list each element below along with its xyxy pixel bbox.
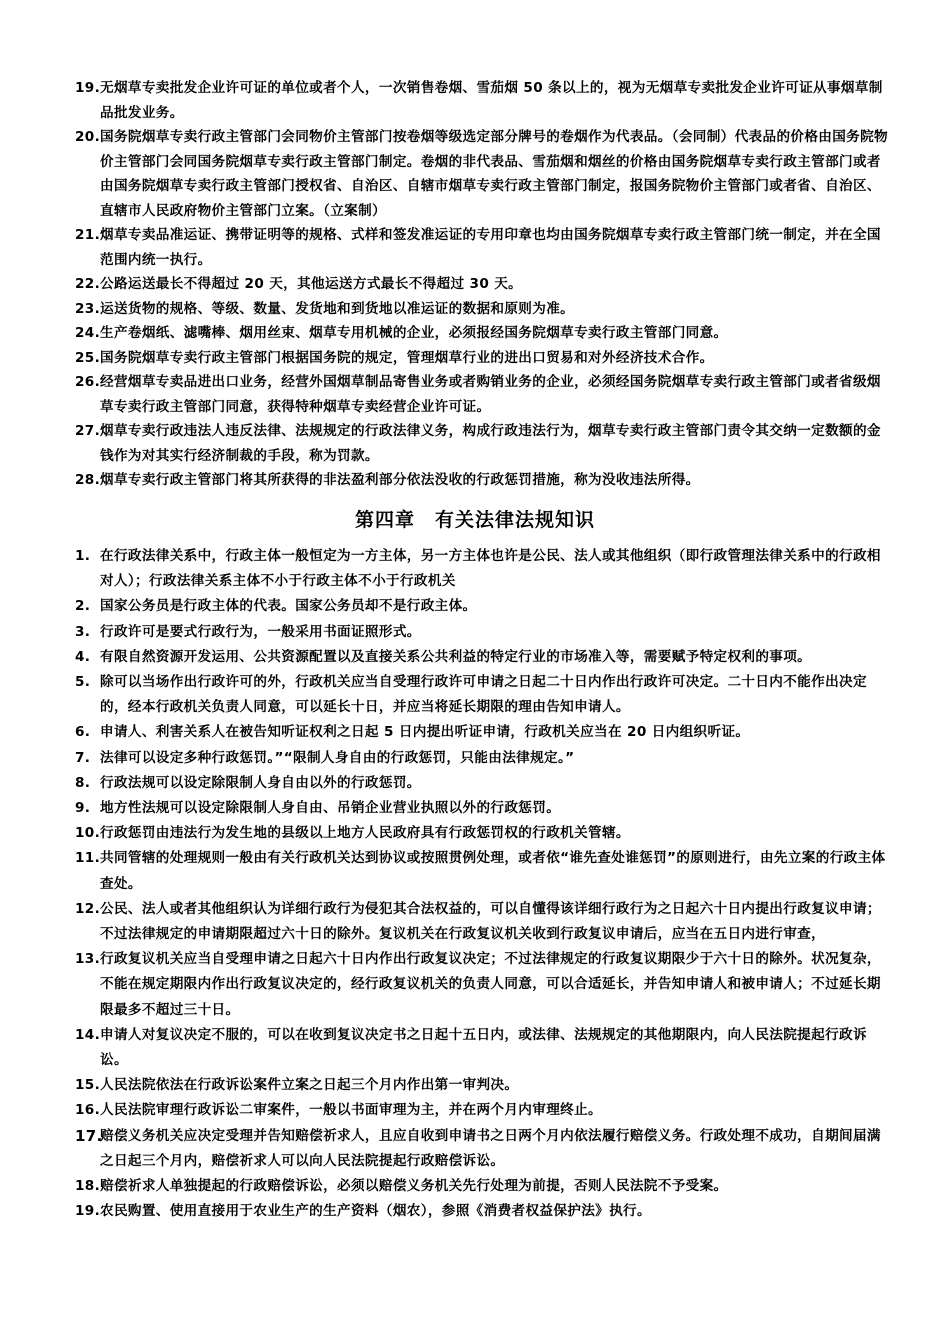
item-number: 24. [75,325,101,341]
item-list-chapter-four [0,544,950,1224]
list-item [0,670,950,720]
item-text: 国家公务员是行政主体的代表。国家公务员却不是行政主体。 [100,598,477,615]
item-text: 申请人、利害关系人在被告知听证权利之日起 5 日内提出听证申请，行政机关应当在 20 日内组织听证。 [100,724,750,741]
item-text: 共同管辖的处理规则一般由有关行政机关达到协议或按照贯例处理，或者依“谁先查处谁惩罚”的原则进行，由先立案的行政主体查处。 [100,850,886,892]
item-number: 7. [75,749,91,766]
list-item [0,370,950,419]
list-item [0,297,950,322]
item-list-part-one [0,76,950,493]
item-number: 19. [75,80,101,96]
item-number: 4. [75,648,91,665]
item-text: 地方性法规可以设定除限制人身自由、吊销企业营业执照以外的行政惩罚。 [100,800,561,817]
list-item [0,771,950,796]
item-text: 国务院烟草专卖行政主管部门根据国务院的规定，管理烟草行业的进出口贸易和对外经济技术合作。 [100,349,714,366]
item-text: 经营烟草专卖品进出口业务，经营外国烟草制品寄售业务或者购销业务的企业，必须经国务院烟草专卖行政主管部门或者省级烟草专卖行政主管部门同意，获得特种烟草专卖经营企业许可证。 [100,374,881,415]
item-number: 2. [75,598,91,615]
item-number: 11. [75,850,101,867]
item-text: 公民、法人或者其他组织认为详细行政行为侵犯其合法权益的，可以自懂得该详细行政行为之日起六十日内提出行政复议申请；不过法律规定的申请期限超过六十日的除外。复议机关在行政复议机关收到行政复议申请后，应当在五日内进行审查， [100,900,881,943]
list-item [0,76,950,125]
list-item [0,821,950,846]
list-item [0,1174,950,1199]
item-text: 申请人对复议决定不服的，可以在收到复议决定书之日起十五日内，或法律、法规规定的其他期限内，向人民法院提起行政诉讼。 [100,1026,867,1069]
item-number: 17. [75,1126,103,1145]
list-item [0,544,950,594]
item-text: 赔偿义务机关应决定受理并告知赔偿祈求人，且应自收到申请书之日两个月内依法履行赔偿义务。行政处理不成功，自期间届满之日起三个月内，赔偿祈求人可以向人民法院提起行政赔偿诉讼。 [100,1127,881,1169]
item-text: 除可以当场作出行政许可的外，行政机关应当自受理行政许可申请之日起二十日内作出行政许可决定。二十日内不能作出决定的，经本行政机关负责人同意，可以延长十日，并应当将延长期限的理由告知申请人。 [100,674,867,716]
item-number: 12. [75,900,101,917]
item-number: 1. [75,548,91,564]
list-item [0,846,950,896]
list-item [0,1023,950,1073]
list-item [0,645,950,670]
item-text: 赔偿祈求人单独提起的行政赔偿诉讼，必须以赔偿义务机关先行处理为前提，否则人民法院不予受案。 [100,1178,728,1195]
item-text: 烟草专卖行政违法人违反法律、法规规定的行政法律义务，构成行政违法行为，烟草专卖行政主管部门责令其交纳一定数额的金钱作为对其实行经济制裁的手段，称为罚款。 [100,423,881,464]
list-item [0,346,950,371]
list-item [0,272,950,297]
list-item [0,947,950,1023]
item-text: 运送货物的规格、等级、数量、发货地和到货地以准运证的数据和原则为准。 [100,300,575,317]
list-item [0,620,950,645]
item-number: 5. [75,674,91,691]
item-text: 在行政法律关系中，行政主体一般恒定为一方主体，另一方主体也许是公民、法人或其他组织（即行政管理法律关系中的行政相对人）；行政法律关系主体不小于行政主体不小于行政机关 [100,548,881,590]
item-text: 行政惩罚由违法行为发生地的县级以上地方人民政府具有行政惩罚权的行政机关管辖。 [100,825,630,842]
item-text: 人民法院审理行政诉讼二审案件，一般以书面审理为主，并在两个月内审理终止。 [100,1102,602,1119]
item-number: 23. [75,300,101,317]
item-number: 22. [75,276,101,292]
item-text: 无烟草专卖批发企业许可证的单位或者个人，一次销售卷烟、雪茄烟 50 条以上的，视为无烟草专卖批发企业许可证从事烟草制品批发业务。 [100,80,883,121]
list-item [0,1073,950,1098]
list-item [0,1124,950,1174]
list-item [0,223,950,272]
list-item [0,897,950,947]
item-number: 27. [75,423,101,439]
item-number: 13. [75,951,101,968]
item-number: 28. [75,472,101,488]
chapter-title: 第四章 有关法律法规知识 [354,509,595,531]
item-text: 生产卷烟纸、滤嘴棒、烟用丝束、烟草专用机械的企业，必须报经国务院烟草专卖行政主管部门同意。 [100,325,728,341]
item-number: 20. [75,129,101,145]
item-number: 18. [75,1178,101,1195]
item-text: 公路运送最长不得超过 20 天，其他运送方式最长不得超过 30 天。 [100,276,523,292]
list-item [0,321,950,346]
item-text: 农民购置、使用直接用于农业生产的生产资料（烟农），参照《消费者权益保护法》执行。 [100,1203,651,1220]
list-item [0,1098,950,1123]
list-item [0,125,950,223]
item-number: 9. [75,800,91,817]
list-item [0,594,950,619]
item-number: 3. [75,623,91,640]
item-text: 有限自然资源开发运用、公共资源配置以及直接关系公共利益的特定行业的市场准入等，需要赋予特定权利的事项。 [100,648,812,665]
item-number: 15. [75,1077,101,1094]
item-text: 行政复议机关应当自受理申请之日起六十日内作出行政复议决定；不过法律规定的行政复议期限少于六十日的除外。状况复杂，不能在规定期限内作出行政复议决定的，经行政复议机关的负责人同意，可以合适延长，并告知申请人和被申请人；不过延长期限最多不超过三十日。 [100,951,881,1018]
item-number: 14. [75,1026,101,1043]
item-number: 16. [75,1102,101,1119]
item-number: 21. [75,227,101,243]
item-text: 国务院烟草专卖行政主管部门会同物价主管部门按卷烟等级选定部分牌号的卷烟作为代表品。（会同制）代表品的价格由国务院物价主管部门会同国务院烟草专卖行政主管部门制定。卷烟的非代表品、雪茄烟和烟丝的价格由国务院烟草专卖行政主管部门或者由国务院烟草专卖行政主管部门授权省、自治区、自辖市烟草专卖行政主管部门制定，报国务院物价主管部门或者省、自治区、直辖市人民政府物价主管部门立案。（立案制） [100,129,888,219]
list-item [0,796,950,821]
item-number: 6. [75,724,91,741]
list-item [0,1199,950,1224]
item-text: 烟草专卖行政主管部门将其所获得的非法盈利部分依法没收的行政惩罚措施，称为没收违法所得。 [100,472,700,488]
list-item [0,746,950,771]
item-text: 法律可以设定多种行政惩罚。”“限制人身自由的行政惩罚，只能由法律规定。” [100,749,575,766]
item-text: 人民法院依法在行政诉讼案件立案之日起三个月内作出第一审判决。 [100,1077,519,1094]
item-number: 25. [75,349,101,366]
item-number: 8. [75,774,91,791]
item-text: 行政法规可以设定除限制人身自由以外的行政惩罚。 [100,774,421,791]
item-text: 烟草专卖品准运证、携带证明等的规格、式样和签发准运证的专用印章也均由国务院烟草专卖行政主管部门统一制定，并在全国范围内统一执行。 [100,227,881,268]
item-number: 10. [75,825,101,842]
item-text: 行政许可是要式行政行为，一般采用书面证照形式。 [100,623,421,640]
list-item [0,720,950,745]
item-number: 26. [75,374,101,390]
item-number: 19. [75,1203,101,1220]
list-item [0,468,950,493]
list-item [0,419,950,468]
